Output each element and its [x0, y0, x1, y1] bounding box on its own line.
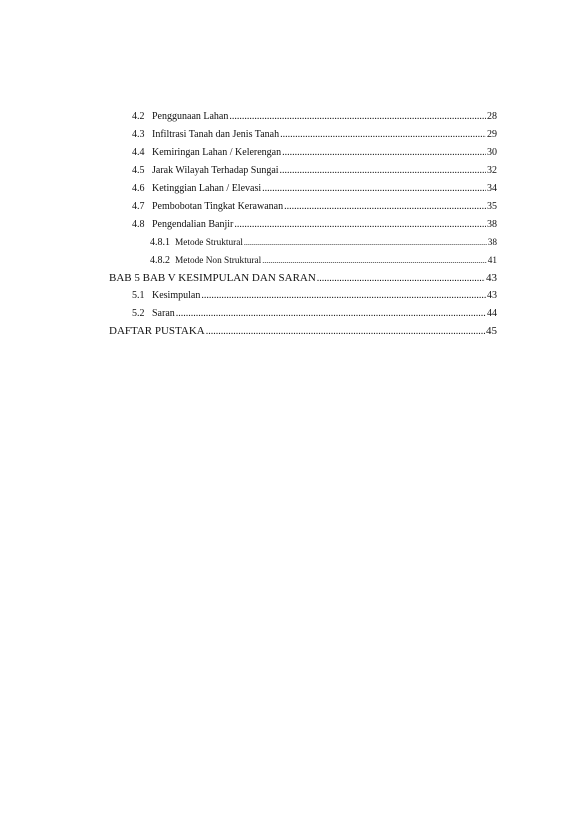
toc-entry-title: Saran: [152, 308, 175, 319]
toc-dot-leader: [234, 220, 486, 230]
toc-entry-page: 29: [487, 129, 497, 140]
toc-entry-page: 43: [486, 272, 497, 284]
toc-entry-title: Infiltrasi Tanah dan Jenis Tanah: [152, 129, 280, 140]
toc-entry-number: 5.1: [132, 290, 145, 301]
toc-entry-4-7[interactable]: [132, 202, 497, 212]
toc-entry-title: DAFTAR PUSTAKA: [109, 325, 205, 337]
toc-entry-title: Metode Struktural: [175, 238, 243, 248]
toc-entry-page: 38: [487, 219, 497, 230]
toc-entry-page: 30: [487, 147, 497, 158]
toc-entry-4-6[interactable]: [132, 184, 497, 194]
toc-dot-leader: [280, 166, 486, 176]
toc-dot-leader: [262, 184, 486, 194]
toc-entry-number: 4.4: [132, 147, 145, 158]
toc-entry-page: 34: [487, 183, 497, 194]
toc-dot-leader: [201, 291, 486, 301]
toc-entry-daftar-pustaka[interactable]: [109, 326, 497, 337]
toc-entry-title: Jarak Wilayah Terhadap Sungai: [152, 165, 279, 176]
toc-dot-leader: [229, 112, 486, 122]
toc-entry-4-3[interactable]: [132, 130, 497, 140]
toc-entry-number: 4.2: [132, 111, 145, 122]
toc-entry-4-8-2[interactable]: [150, 256, 497, 266]
toc-entry-number: 4.8.2: [150, 255, 170, 266]
toc-entry-page: 38: [487, 238, 497, 248]
toc-entry-number: 4.8.1: [150, 237, 170, 248]
toc-entry-page: 28: [487, 111, 497, 122]
toc-entry-number: 4.5: [132, 165, 145, 176]
toc-dot-leader: [176, 309, 486, 319]
toc-entry-page: 45: [486, 325, 497, 337]
toc-entry-page: 44: [487, 308, 497, 319]
toc-dot-leader: [317, 274, 485, 284]
toc-entry-title: Metode Non Struktural: [175, 256, 262, 266]
toc-entry-bab-5[interactable]: [109, 273, 497, 284]
toc-entry-title: Pembobotan Tingkat Kerawanan: [152, 201, 284, 212]
toc-entry-number: 5.2: [132, 308, 145, 319]
toc-entry-page: 41: [487, 256, 497, 266]
toc-entry-5-2[interactable]: [132, 309, 497, 319]
toc-entry-title: BAB 5 BAB V KESIMPULAN DAN SARAN: [109, 272, 316, 284]
toc-entry-title: Penggunaan Lahan: [152, 111, 229, 122]
toc-entry-4-8[interactable]: [132, 220, 497, 230]
toc-entry-4-5[interactable]: [132, 166, 497, 176]
toc-entry-4-8-1[interactable]: [150, 238, 497, 248]
toc-entry-number: 4.7: [132, 201, 145, 212]
toc-entry-title: Kesimpulan: [152, 290, 201, 301]
toc-dot-leader: [244, 239, 487, 247]
toc-entry-5-1[interactable]: [132, 291, 497, 301]
toc-dot-leader: [206, 327, 485, 337]
toc-dot-leader: [280, 130, 486, 140]
toc-dot-leader: [282, 148, 486, 158]
toc-entry-number: 4.8: [132, 219, 145, 230]
toc-entry-4-2[interactable]: [132, 112, 497, 122]
toc-entry-page: 35: [487, 201, 497, 212]
toc-entry-title: Pengendalian Banjir: [152, 219, 234, 230]
toc-entry-number: 4.6: [132, 183, 145, 194]
toc-entry-title: Kemiringan Lahan / Kelerengan: [152, 147, 282, 158]
toc-entry-4-4[interactable]: [132, 148, 497, 158]
toc-entry-page: 43: [487, 290, 497, 301]
toc-entry-number: 4.3: [132, 129, 145, 140]
toc-dot-leader: [284, 202, 486, 212]
toc-entry-title: Ketinggian Lahan / Elevasi: [152, 183, 262, 194]
toc-dot-leader: [262, 257, 486, 265]
toc-entry-page: 32: [487, 165, 497, 176]
